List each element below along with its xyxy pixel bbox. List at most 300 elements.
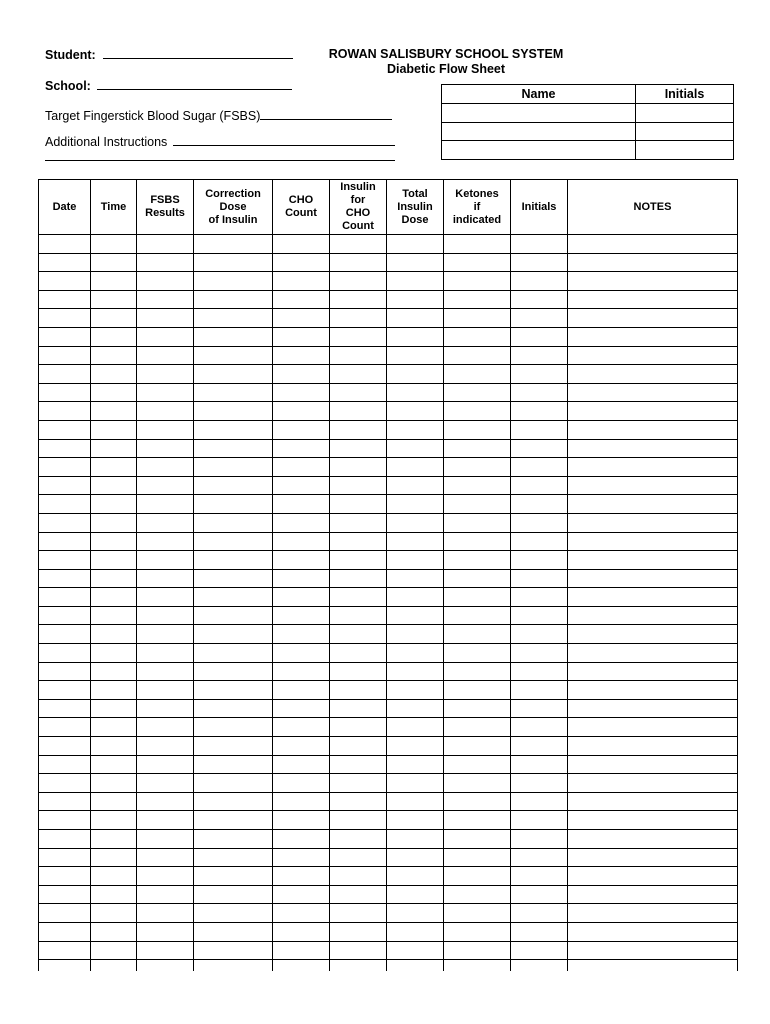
date-cell[interactable] (39, 644, 91, 663)
correction-dose-cell[interactable] (194, 439, 273, 458)
insulin-for-cho-cell[interactable] (330, 811, 387, 830)
ketones-cell[interactable] (444, 327, 511, 346)
initials-cell[interactable] (636, 104, 734, 123)
total-insulin-dose-cell[interactable] (387, 420, 444, 439)
cho-count-cell[interactable] (273, 830, 330, 849)
time-cell[interactable] (91, 532, 137, 551)
total-insulin-dose-cell[interactable] (387, 346, 444, 365)
time-cell[interactable] (91, 365, 137, 384)
cho-count-cell[interactable] (273, 569, 330, 588)
fsbs-results-cell[interactable] (137, 867, 194, 886)
time-cell[interactable] (91, 885, 137, 904)
ketones-cell[interactable] (444, 439, 511, 458)
insulin-for-cho-cell[interactable] (330, 941, 387, 960)
total-insulin-dose-cell[interactable] (387, 253, 444, 272)
fsbs-results-cell[interactable] (137, 532, 194, 551)
insulin-for-cho-cell[interactable] (330, 569, 387, 588)
ketones-cell[interactable] (444, 774, 511, 793)
initials-cell[interactable] (511, 737, 568, 756)
cho-count-cell[interactable] (273, 402, 330, 421)
student-input-line[interactable] (103, 46, 293, 59)
date-cell[interactable] (39, 811, 91, 830)
notes-cell[interactable] (568, 551, 738, 570)
time-cell[interactable] (91, 867, 137, 886)
notes-cell[interactable] (568, 662, 738, 681)
date-cell[interactable] (39, 513, 91, 532)
initials-cell[interactable] (511, 439, 568, 458)
notes-cell[interactable] (568, 290, 738, 309)
ketones-cell[interactable] (444, 904, 511, 923)
additional-instructions-input-line[interactable] (173, 133, 395, 146)
insulin-for-cho-cell[interactable] (330, 253, 387, 272)
ketones-cell[interactable] (444, 290, 511, 309)
cho-count-cell[interactable] (273, 606, 330, 625)
insulin-for-cho-cell[interactable] (330, 867, 387, 886)
date-cell[interactable] (39, 383, 91, 402)
ketones-cell[interactable] (444, 960, 511, 972)
insulin-for-cho-cell[interactable] (330, 848, 387, 867)
total-insulin-dose-cell[interactable] (387, 960, 444, 972)
total-insulin-dose-cell[interactable] (387, 365, 444, 384)
insulin-for-cho-cell[interactable] (330, 662, 387, 681)
total-insulin-dose-cell[interactable] (387, 830, 444, 849)
insulin-for-cho-cell[interactable] (330, 272, 387, 291)
cho-count-cell[interactable] (273, 495, 330, 514)
cho-count-cell[interactable] (273, 662, 330, 681)
notes-cell[interactable] (568, 737, 738, 756)
notes-cell[interactable] (568, 922, 738, 941)
fsbs-results-cell[interactable] (137, 383, 194, 402)
date-cell[interactable] (39, 476, 91, 495)
cho-count-cell[interactable] (273, 625, 330, 644)
initials-cell[interactable] (511, 885, 568, 904)
insulin-for-cho-cell[interactable] (330, 439, 387, 458)
total-insulin-dose-cell[interactable] (387, 625, 444, 644)
date-cell[interactable] (39, 569, 91, 588)
cho-count-cell[interactable] (273, 513, 330, 532)
cho-count-cell[interactable] (273, 309, 330, 328)
date-cell[interactable] (39, 606, 91, 625)
correction-dose-cell[interactable] (194, 904, 273, 923)
ketones-cell[interactable] (444, 272, 511, 291)
notes-cell[interactable] (568, 532, 738, 551)
cho-count-cell[interactable] (273, 588, 330, 607)
insulin-for-cho-cell[interactable] (330, 922, 387, 941)
date-cell[interactable] (39, 253, 91, 272)
insulin-for-cho-cell[interactable] (330, 644, 387, 663)
total-insulin-dose-cell[interactable] (387, 848, 444, 867)
total-insulin-dose-cell[interactable] (387, 309, 444, 328)
cho-count-cell[interactable] (273, 532, 330, 551)
cho-count-cell[interactable] (273, 755, 330, 774)
ketones-cell[interactable] (444, 830, 511, 849)
date-cell[interactable] (39, 327, 91, 346)
date-cell[interactable] (39, 551, 91, 570)
correction-dose-cell[interactable] (194, 495, 273, 514)
insulin-for-cho-cell[interactable] (330, 792, 387, 811)
notes-cell[interactable] (568, 569, 738, 588)
notes-cell[interactable] (568, 346, 738, 365)
total-insulin-dose-cell[interactable] (387, 792, 444, 811)
initials-cell[interactable] (511, 718, 568, 737)
initials-cell[interactable] (511, 792, 568, 811)
date-cell[interactable] (39, 588, 91, 607)
fsbs-results-cell[interactable] (137, 774, 194, 793)
insulin-for-cho-cell[interactable] (330, 737, 387, 756)
time-cell[interactable] (91, 439, 137, 458)
date-cell[interactable] (39, 272, 91, 291)
fsbs-results-cell[interactable] (137, 346, 194, 365)
cho-count-cell[interactable] (273, 420, 330, 439)
initials-cell[interactable] (511, 644, 568, 663)
notes-cell[interactable] (568, 625, 738, 644)
cho-count-cell[interactable] (273, 644, 330, 663)
ketones-cell[interactable] (444, 476, 511, 495)
correction-dose-cell[interactable] (194, 365, 273, 384)
time-cell[interactable] (91, 272, 137, 291)
time-cell[interactable] (91, 904, 137, 923)
fsbs-results-cell[interactable] (137, 830, 194, 849)
ketones-cell[interactable] (444, 681, 511, 700)
initials-cell[interactable] (511, 309, 568, 328)
date-cell[interactable] (39, 309, 91, 328)
total-insulin-dose-cell[interactable] (387, 737, 444, 756)
cho-count-cell[interactable] (273, 922, 330, 941)
time-cell[interactable] (91, 718, 137, 737)
correction-dose-cell[interactable] (194, 625, 273, 644)
fsbs-results-cell[interactable] (137, 885, 194, 904)
time-cell[interactable] (91, 235, 137, 254)
initials-cell[interactable] (511, 867, 568, 886)
correction-dose-cell[interactable] (194, 662, 273, 681)
time-cell[interactable] (91, 495, 137, 514)
cho-count-cell[interactable] (273, 904, 330, 923)
insulin-for-cho-cell[interactable] (330, 476, 387, 495)
correction-dose-cell[interactable] (194, 402, 273, 421)
time-cell[interactable] (91, 848, 137, 867)
fsbs-results-cell[interactable] (137, 588, 194, 607)
total-insulin-dose-cell[interactable] (387, 755, 444, 774)
insulin-for-cho-cell[interactable] (330, 606, 387, 625)
cho-count-cell[interactable] (273, 960, 330, 972)
date-cell[interactable] (39, 848, 91, 867)
total-insulin-dose-cell[interactable] (387, 941, 444, 960)
date-cell[interactable] (39, 960, 91, 972)
correction-dose-cell[interactable] (194, 346, 273, 365)
initials-cell[interactable] (511, 848, 568, 867)
correction-dose-cell[interactable] (194, 327, 273, 346)
correction-dose-cell[interactable] (194, 699, 273, 718)
initials-cell[interactable] (511, 681, 568, 700)
date-cell[interactable] (39, 365, 91, 384)
correction-dose-cell[interactable] (194, 792, 273, 811)
initials-cell[interactable] (511, 551, 568, 570)
cho-count-cell[interactable] (273, 235, 330, 254)
correction-dose-cell[interactable] (194, 718, 273, 737)
insulin-for-cho-cell[interactable] (330, 495, 387, 514)
total-insulin-dose-cell[interactable] (387, 476, 444, 495)
total-insulin-dose-cell[interactable] (387, 644, 444, 663)
time-cell[interactable] (91, 420, 137, 439)
correction-dose-cell[interactable] (194, 513, 273, 532)
ketones-cell[interactable] (444, 885, 511, 904)
fsbs-results-cell[interactable] (137, 644, 194, 663)
fsbs-results-cell[interactable] (137, 718, 194, 737)
initials-cell[interactable] (511, 235, 568, 254)
total-insulin-dose-cell[interactable] (387, 439, 444, 458)
date-cell[interactable] (39, 662, 91, 681)
target-fsbs-input-line[interactable] (260, 107, 392, 120)
notes-cell[interactable] (568, 718, 738, 737)
time-cell[interactable] (91, 588, 137, 607)
ketones-cell[interactable] (444, 792, 511, 811)
correction-dose-cell[interactable] (194, 588, 273, 607)
total-insulin-dose-cell[interactable] (387, 551, 444, 570)
fsbs-results-cell[interactable] (137, 662, 194, 681)
total-insulin-dose-cell[interactable] (387, 327, 444, 346)
total-insulin-dose-cell[interactable] (387, 402, 444, 421)
notes-cell[interactable] (568, 755, 738, 774)
time-cell[interactable] (91, 792, 137, 811)
time-cell[interactable] (91, 458, 137, 477)
fsbs-results-cell[interactable] (137, 699, 194, 718)
fsbs-results-cell[interactable] (137, 495, 194, 514)
insulin-for-cho-cell[interactable] (330, 309, 387, 328)
initials-cell[interactable] (511, 272, 568, 291)
insulin-for-cho-cell[interactable] (330, 346, 387, 365)
total-insulin-dose-cell[interactable] (387, 774, 444, 793)
ketones-cell[interactable] (444, 551, 511, 570)
notes-cell[interactable] (568, 272, 738, 291)
date-cell[interactable] (39, 290, 91, 309)
initials-cell[interactable] (636, 122, 734, 141)
cho-count-cell[interactable] (273, 253, 330, 272)
notes-cell[interactable] (568, 941, 738, 960)
cho-count-cell[interactable] (273, 699, 330, 718)
notes-cell[interactable] (568, 420, 738, 439)
correction-dose-cell[interactable] (194, 848, 273, 867)
notes-cell[interactable] (568, 830, 738, 849)
ketones-cell[interactable] (444, 346, 511, 365)
time-cell[interactable] (91, 476, 137, 495)
date-cell[interactable] (39, 904, 91, 923)
fsbs-results-cell[interactable] (137, 960, 194, 972)
date-cell[interactable] (39, 885, 91, 904)
notes-cell[interactable] (568, 885, 738, 904)
correction-dose-cell[interactable] (194, 867, 273, 886)
notes-cell[interactable] (568, 681, 738, 700)
total-insulin-dose-cell[interactable] (387, 532, 444, 551)
total-insulin-dose-cell[interactable] (387, 588, 444, 607)
insulin-for-cho-cell[interactable] (330, 513, 387, 532)
total-insulin-dose-cell[interactable] (387, 383, 444, 402)
time-cell[interactable] (91, 606, 137, 625)
correction-dose-cell[interactable] (194, 960, 273, 972)
notes-cell[interactable] (568, 904, 738, 923)
notes-cell[interactable] (568, 365, 738, 384)
insulin-for-cho-cell[interactable] (330, 420, 387, 439)
total-insulin-dose-cell[interactable] (387, 867, 444, 886)
correction-dose-cell[interactable] (194, 606, 273, 625)
initials-cell[interactable] (511, 569, 568, 588)
notes-cell[interactable] (568, 513, 738, 532)
time-cell[interactable] (91, 811, 137, 830)
total-insulin-dose-cell[interactable] (387, 681, 444, 700)
notes-cell[interactable] (568, 848, 738, 867)
fsbs-results-cell[interactable] (137, 365, 194, 384)
date-cell[interactable] (39, 830, 91, 849)
initials-cell[interactable] (511, 830, 568, 849)
correction-dose-cell[interactable] (194, 309, 273, 328)
cho-count-cell[interactable] (273, 383, 330, 402)
time-cell[interactable] (91, 383, 137, 402)
insulin-for-cho-cell[interactable] (330, 551, 387, 570)
fsbs-results-cell[interactable] (137, 848, 194, 867)
ketones-cell[interactable] (444, 253, 511, 272)
correction-dose-cell[interactable] (194, 551, 273, 570)
additional-instructions-line-2[interactable] (45, 160, 395, 161)
fsbs-results-cell[interactable] (137, 476, 194, 495)
date-cell[interactable] (39, 625, 91, 644)
ketones-cell[interactable] (444, 941, 511, 960)
fsbs-results-cell[interactable] (137, 625, 194, 644)
correction-dose-cell[interactable] (194, 774, 273, 793)
fsbs-results-cell[interactable] (137, 513, 194, 532)
time-cell[interactable] (91, 960, 137, 972)
fsbs-results-cell[interactable] (137, 272, 194, 291)
notes-cell[interactable] (568, 811, 738, 830)
notes-cell[interactable] (568, 606, 738, 625)
ketones-cell[interactable] (444, 662, 511, 681)
time-cell[interactable] (91, 922, 137, 941)
correction-dose-cell[interactable] (194, 885, 273, 904)
initials-cell[interactable] (511, 922, 568, 941)
total-insulin-dose-cell[interactable] (387, 662, 444, 681)
time-cell[interactable] (91, 699, 137, 718)
initials-cell[interactable] (511, 774, 568, 793)
time-cell[interactable] (91, 755, 137, 774)
fsbs-results-cell[interactable] (137, 290, 194, 309)
fsbs-results-cell[interactable] (137, 402, 194, 421)
time-cell[interactable] (91, 774, 137, 793)
fsbs-results-cell[interactable] (137, 904, 194, 923)
notes-cell[interactable] (568, 439, 738, 458)
correction-dose-cell[interactable] (194, 476, 273, 495)
time-cell[interactable] (91, 569, 137, 588)
initials-cell[interactable] (511, 941, 568, 960)
date-cell[interactable] (39, 681, 91, 700)
ketones-cell[interactable] (444, 588, 511, 607)
initials-cell[interactable] (511, 588, 568, 607)
insulin-for-cho-cell[interactable] (330, 588, 387, 607)
total-insulin-dose-cell[interactable] (387, 718, 444, 737)
notes-cell[interactable] (568, 402, 738, 421)
cho-count-cell[interactable] (273, 811, 330, 830)
correction-dose-cell[interactable] (194, 272, 273, 291)
insulin-for-cho-cell[interactable] (330, 681, 387, 700)
total-insulin-dose-cell[interactable] (387, 606, 444, 625)
time-cell[interactable] (91, 662, 137, 681)
insulin-for-cho-cell[interactable] (330, 235, 387, 254)
fsbs-results-cell[interactable] (137, 811, 194, 830)
insulin-for-cho-cell[interactable] (330, 830, 387, 849)
notes-cell[interactable] (568, 458, 738, 477)
correction-dose-cell[interactable] (194, 569, 273, 588)
correction-dose-cell[interactable] (194, 458, 273, 477)
cho-count-cell[interactable] (273, 774, 330, 793)
time-cell[interactable] (91, 290, 137, 309)
cho-count-cell[interactable] (273, 551, 330, 570)
initials-cell[interactable] (511, 606, 568, 625)
date-cell[interactable] (39, 420, 91, 439)
ketones-cell[interactable] (444, 811, 511, 830)
ketones-cell[interactable] (444, 383, 511, 402)
ketones-cell[interactable] (444, 922, 511, 941)
total-insulin-dose-cell[interactable] (387, 922, 444, 941)
cho-count-cell[interactable] (273, 885, 330, 904)
date-cell[interactable] (39, 699, 91, 718)
date-cell[interactable] (39, 495, 91, 514)
date-cell[interactable] (39, 867, 91, 886)
insulin-for-cho-cell[interactable] (330, 625, 387, 644)
date-cell[interactable] (39, 792, 91, 811)
insulin-for-cho-cell[interactable] (330, 904, 387, 923)
fsbs-results-cell[interactable] (137, 755, 194, 774)
insulin-for-cho-cell[interactable] (330, 327, 387, 346)
fsbs-results-cell[interactable] (137, 253, 194, 272)
correction-dose-cell[interactable] (194, 532, 273, 551)
date-cell[interactable] (39, 532, 91, 551)
name-cell[interactable] (442, 104, 636, 123)
ketones-cell[interactable] (444, 235, 511, 254)
ketones-cell[interactable] (444, 699, 511, 718)
date-cell[interactable] (39, 755, 91, 774)
cho-count-cell[interactable] (273, 737, 330, 756)
correction-dose-cell[interactable] (194, 644, 273, 663)
time-cell[interactable] (91, 346, 137, 365)
time-cell[interactable] (91, 402, 137, 421)
date-cell[interactable] (39, 439, 91, 458)
ketones-cell[interactable] (444, 420, 511, 439)
correction-dose-cell[interactable] (194, 420, 273, 439)
notes-cell[interactable] (568, 699, 738, 718)
insulin-for-cho-cell[interactable] (330, 774, 387, 793)
fsbs-results-cell[interactable] (137, 606, 194, 625)
date-cell[interactable] (39, 922, 91, 941)
name-cell[interactable] (442, 141, 636, 160)
notes-cell[interactable] (568, 327, 738, 346)
correction-dose-cell[interactable] (194, 755, 273, 774)
fsbs-results-cell[interactable] (137, 737, 194, 756)
insulin-for-cho-cell[interactable] (330, 532, 387, 551)
date-cell[interactable] (39, 458, 91, 477)
initials-cell[interactable] (511, 699, 568, 718)
correction-dose-cell[interactable] (194, 941, 273, 960)
total-insulin-dose-cell[interactable] (387, 904, 444, 923)
ketones-cell[interactable] (444, 402, 511, 421)
cho-count-cell[interactable] (273, 476, 330, 495)
correction-dose-cell[interactable] (194, 737, 273, 756)
notes-cell[interactable] (568, 476, 738, 495)
cho-count-cell[interactable] (273, 346, 330, 365)
insulin-for-cho-cell[interactable] (330, 699, 387, 718)
date-cell[interactable] (39, 402, 91, 421)
initials-cell[interactable] (511, 476, 568, 495)
ketones-cell[interactable] (444, 458, 511, 477)
initials-cell[interactable] (511, 327, 568, 346)
date-cell[interactable] (39, 346, 91, 365)
ketones-cell[interactable] (444, 737, 511, 756)
